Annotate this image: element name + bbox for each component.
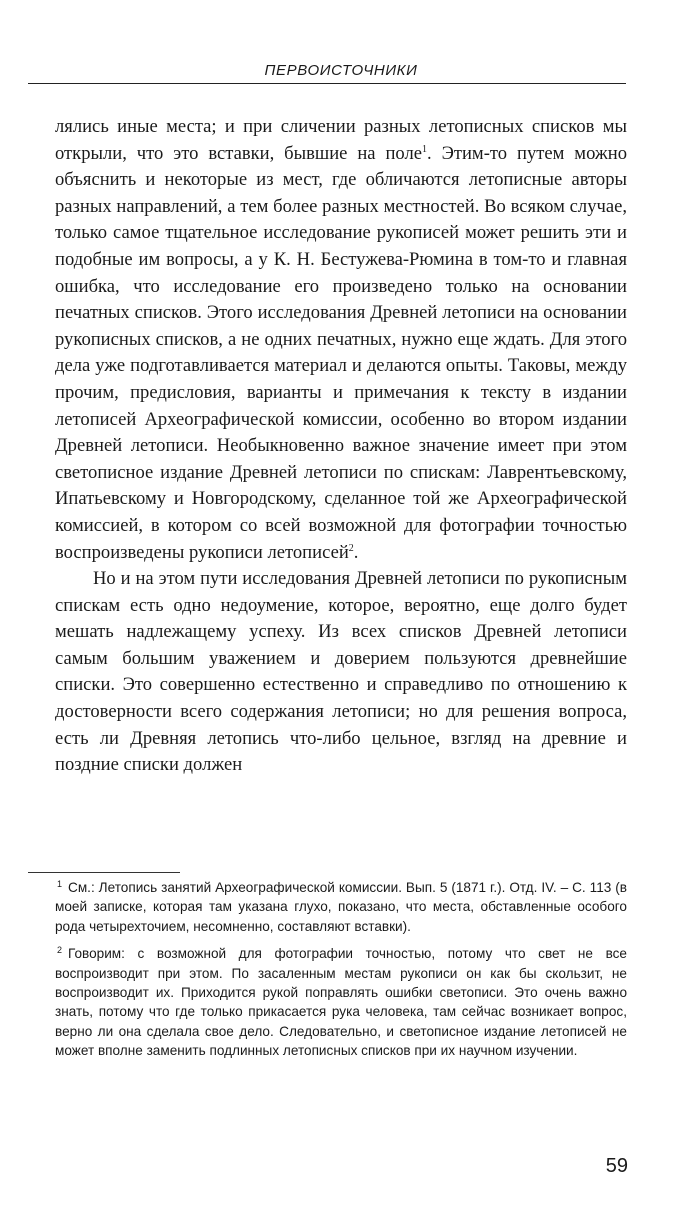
footnote-1-mark: 1 (57, 879, 63, 889)
footnote-2-text: Говорим: с возможной для фотографии точностью, потому что свет не все воспроизводит при этом. По засаленным местам рукописи он как бы скользит, не воспроизводит их. Приходится рукой поправлять ошибки светописи. Это очень важно знать, потому что где только прикасается рука человека, там сейчас возникает вопрос, верно ли она сделала свое дело. Следовательно, и светописное издание летописей не может вполне заменить подлинных летописных списков при их научном изучении. (55, 946, 627, 1059)
main-text (55, 114, 627, 779)
footnote-1-text: См.: Летопись занятий Археографической комиссии. Вып. 5 (1871 г.). Отд. IV. – С. 113 (в моей записке, которая там указана глухо, показано, что места, обставленные особого рода четырехточием, несомненно, составляют вставки). (55, 880, 627, 934)
footnote-ref-1: 1 (422, 143, 428, 155)
footnote-ref-2: 2 (348, 542, 354, 554)
page-number: 59 (605, 1155, 628, 1177)
paragraph-1 (55, 114, 627, 566)
footnote-rule (28, 872, 180, 873)
paragraph-1-part-b: . Этим-то путем можно объяснить и некоторые из мест, где обличаются летописные авторы разных направлений, а тем более разных местностей. Во всяком случае, только самое тщательное исследование рукописей может решить эти и подобные им вопросы, а у К. Н. Бестужева-Рюмина в том-то и главная ошибка, что исследование его произведено только на основании печатных списков. Этого исследования Древней летописи на основании рукописных списков, а не одних печатных, нужно еще ждать. Для этого дела уже подготавливается материал и делаются опыты. Таковы, между прочим, предисловия, варианты и примечания к тексту в издании летописей Археографической комиссии, особенно во втором издании Древней летописи. Необыкновенно важное значение имеет при этом светописное издание Древней летописи по спискам: Лаврентьевскому, Ипатьевскому и Новгородскому, сделанное той же Археографической комиссией, в котором со всей возможной для фотографии точностью воспроизведены рукописи летописей (55, 142, 627, 563)
footnotes (55, 878, 627, 1069)
footnote-1 (55, 878, 627, 936)
paragraph-1-part-a: лялись иные места; и при сличении разных летописных списков мы открыли, что это вставки, бывшие на поле (55, 116, 627, 164)
running-head: ПЕРВОИСТОЧНИКИ (264, 62, 418, 79)
header-rule (28, 83, 626, 84)
footnote-2 (55, 944, 627, 1060)
paragraph-2: Но и на этом пути исследования Древней летописи по рукописным спискам есть одно недоумение, которое, вероятно, еще долго будет мешать надлежащему успеху. Из всех списков Древней летописи самым большим уважением и доверием пользуются древнейшие списки. Это совершенно естественно и справедливо по отношению к достоверности всего содержания летописи; но для решения вопроса, есть ли Древняя летопись что-либо цельное, взгляд на древние и поздние списки должен (55, 568, 627, 776)
footnote-2-mark: 2 (57, 945, 63, 956)
paragraph-1-part-c: . (353, 541, 359, 563)
